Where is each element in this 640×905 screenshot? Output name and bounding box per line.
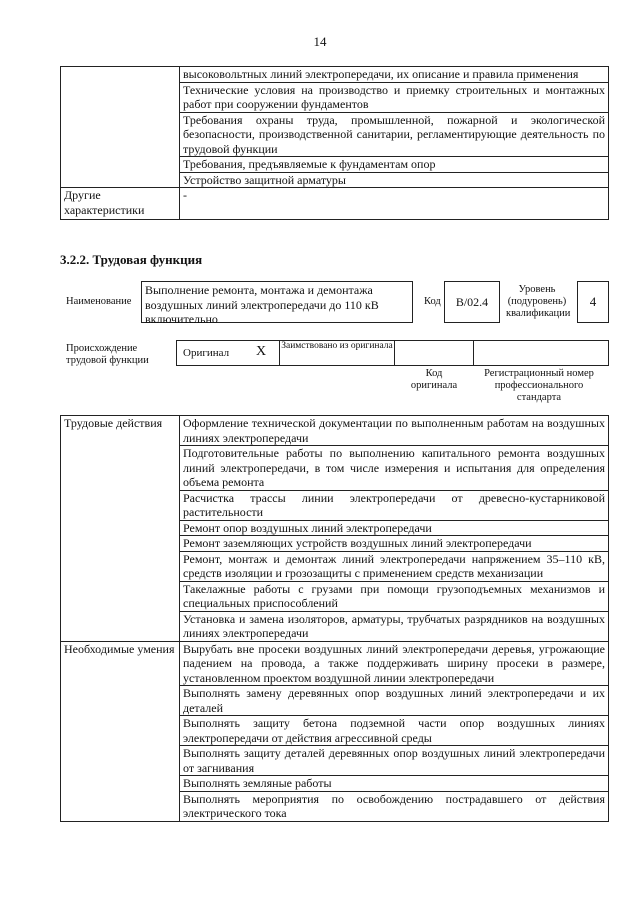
origin-label: Происхождение трудовой функции	[66, 343, 149, 366]
table-row	[61, 188, 609, 220]
reg-number-caption: Регистрационный номер профессионального стандарта	[484, 368, 594, 403]
table-cell-value: Требования охраны труда, промышленной, пожарной и экологической безопасности, производственной санитарии, регламентирующие деятельность по трудовой функции	[180, 112, 609, 157]
list-item: Такелажные работы с грузами при помощи грузоподъемных механизмов и специальных приспособлений	[180, 581, 609, 611]
original-mark: X	[256, 344, 267, 359]
function-code-box: B/02.4	[444, 281, 500, 323]
page-number: 14	[313, 34, 327, 49]
section-title: 3.2.2. Трудовая функция	[60, 252, 203, 267]
list-item: Ремонт, монтаж и демонтаж линий электропередачи напряжением 35–110 кВ, средств изоляции и грозозащиты с применением средств механизации	[180, 551, 609, 581]
origin-box	[176, 340, 474, 366]
list-item: Выполнять мероприятия по освобождению пострадавшего от действия электрического тока	[180, 791, 609, 821]
code-original-caption: Код оригинала	[410, 368, 458, 391]
list-item: Вырубать вне просеки воздушных линий электропередачи деревья, угрожающие падением на провода, а также поддерживать ширину просеки в размере, установленном проектом воздушной линии электропередачи	[180, 641, 609, 686]
table-cell-value: Требования, предъявляемые к фундаментам опор	[180, 157, 609, 173]
list-item: Расчистка трассы линии электропередачи от древесно-кустарниковой растительности	[180, 490, 609, 520]
list-item: Установка и замена изоляторов, арматуры, трубчатых разрядников на воздушных линиях электропередачи	[180, 611, 609, 641]
knowledge-continuation-table	[60, 66, 609, 220]
list-item: Выполнять защиту деталей деревянных опор воздушных линий электропередачи от загнивания	[180, 746, 609, 776]
table-cell-label	[61, 67, 180, 188]
list-item: Подготовительные работы по выполнению капитального ремонта воздушных линий электропередачи, в том числе измерения и испытания для определения объема ремонта	[180, 446, 609, 491]
reg-number-box	[474, 340, 609, 366]
name-label: Наименование	[66, 296, 132, 307]
list-item: Ремонт опор воздушных линий электропередачи	[180, 520, 609, 536]
list-item: Выполнять земляные работы	[180, 776, 609, 792]
code-label: Код	[424, 296, 441, 307]
labor-actions-label: Трудовые действия	[61, 416, 180, 642]
level-label: Уровень (подуровень) квалификации	[506, 284, 571, 319]
table-row	[61, 67, 609, 83]
list-item: Выполнять защиту бетона подземной части опор воздушных линиях электропередачи от действия агрессивной среды	[180, 716, 609, 746]
list-item: Оформление технической документации по выполненным работам на воздушных линиях электропередачи	[180, 416, 609, 446]
function-name-box: Выполнение ремонта, монтажа и демонтажа воздушных линий электропередачи до 110 кВ включительно	[141, 281, 413, 323]
borrowed-label: Заимствовано из оригинала	[281, 341, 393, 351]
table-cell-value: Устройство защитной арматуры	[180, 172, 609, 188]
table-row	[61, 416, 609, 446]
list-item: Выполнять замену деревянных опор воздушных линий электропередачи и их деталей	[180, 686, 609, 716]
original-label: Оригинал	[183, 347, 230, 359]
table-row	[61, 641, 609, 686]
function-details-table	[60, 415, 609, 822]
table-cell-value: -	[180, 188, 609, 220]
level-value-box: 4	[577, 281, 609, 323]
list-item: Ремонт заземляющих устройств воздушных линий электропередачи	[180, 536, 609, 552]
table-cell-label: Другие характеристики	[61, 188, 180, 220]
borrowed-cell	[279, 340, 395, 366]
required-skills-label: Необходимые умения	[61, 641, 180, 821]
table-cell-value: Технические условия на производство и приемку строительных и монтажных работ при сооружении фундаментов	[180, 82, 609, 112]
table-cell-value: высоковольтных линий электропередачи, их описание и правила применения	[180, 67, 609, 83]
